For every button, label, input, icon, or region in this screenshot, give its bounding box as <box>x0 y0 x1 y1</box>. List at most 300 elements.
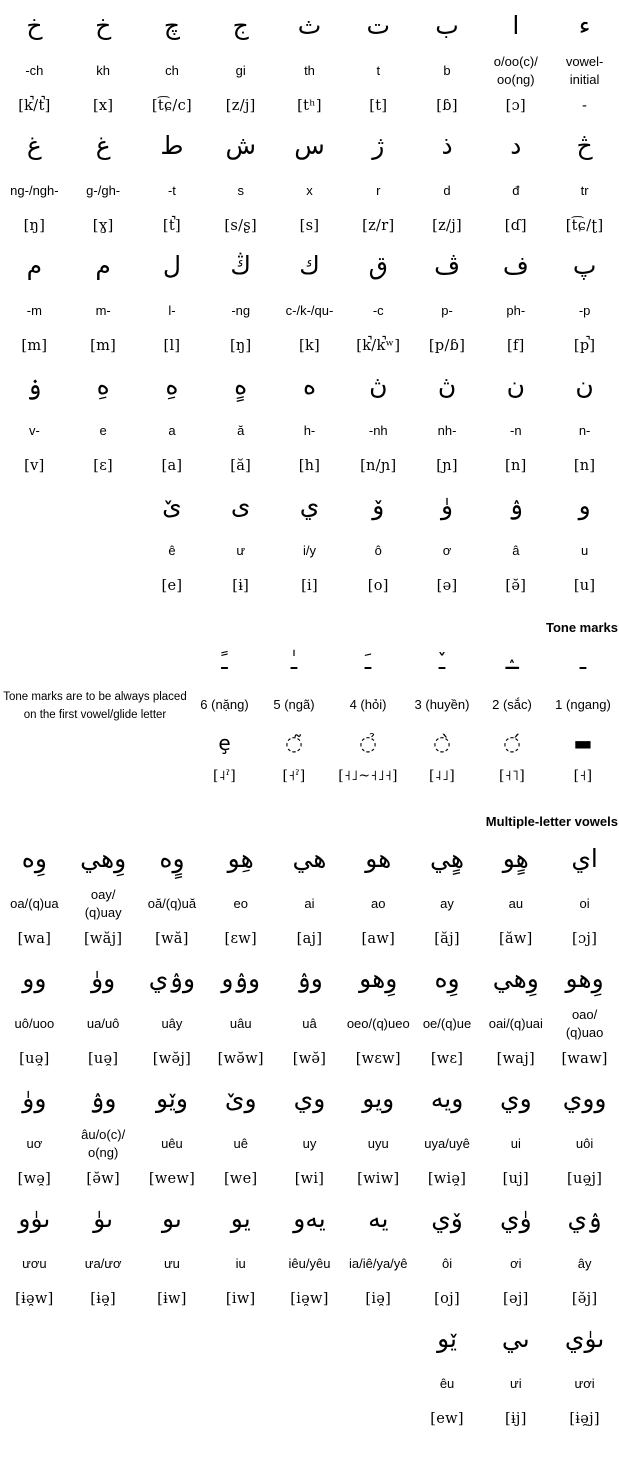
consonant-latin: c-/k-/qu- <box>285 303 334 319</box>
consonant-latin: s <box>237 183 244 199</box>
consonant-cell <box>138 360 207 480</box>
multi-vowel-arabic: ۈي <box>500 1203 532 1233</box>
multi-vowel-arabic: ىۈي <box>564 1323 605 1353</box>
multi-vowel-cell <box>206 1193 275 1313</box>
consonant-cell <box>275 360 344 480</box>
consonant-latin: ă <box>237 423 245 439</box>
multi-vowel-arabic: هو <box>365 843 392 873</box>
consonant-ipa: [p/ɓ] <box>428 338 466 354</box>
consonant-latin: p- <box>441 303 453 319</box>
consonant-arabic: ڭ <box>230 250 252 280</box>
multi-vowel-arabic: وۈ <box>91 963 116 993</box>
consonant-arabic: چ <box>163 10 180 40</box>
consonant-cell <box>413 0 482 120</box>
multi-vowel-latin: oai/(q)uai <box>488 1016 543 1032</box>
consonant-arabic: غ <box>26 130 42 160</box>
consonant-ipa: [l] <box>163 338 181 354</box>
multi-vowel-cell <box>275 1193 344 1313</box>
multi-vowel-ipa: [wə̆w] <box>217 1051 264 1067</box>
consonant-latin: â <box>512 543 520 559</box>
multi-vowel-cell <box>344 1193 413 1313</box>
multi-vowel-cell <box>206 833 275 953</box>
consonant-latin: ô <box>374 543 382 559</box>
consonant-cell <box>344 0 413 120</box>
tone-diacritic: ▬ <box>573 731 593 755</box>
multi-vowel-arabic: اي <box>571 843 598 873</box>
multi-vowel-ipa: [iə̯] <box>365 1291 392 1307</box>
multi-vowel-latin: oă/(q)uă <box>147 896 197 912</box>
multi-vowel-latin: iêu/yêu <box>288 1256 331 1272</box>
multi-vowel-arabic: هٍو <box>502 843 529 873</box>
consonant-latin: x <box>306 183 313 199</box>
multi-vowel-latin <box>33 1363 35 1405</box>
multi-vowel-ipa: [ə̆w] <box>86 1171 120 1187</box>
tone-mark: ـٛ <box>505 650 519 675</box>
multi-vowel-arabic: يه <box>368 1203 389 1233</box>
consonant-latin: -n <box>510 423 522 439</box>
multi-vowel-ipa: [iə̯w] <box>290 1291 329 1307</box>
tone-mark: ـٰ <box>290 650 298 675</box>
consonant-cell <box>138 120 207 240</box>
tone-ipa: [˨˩] <box>429 768 455 784</box>
multi-vowel-ipa: [ăw] <box>499 931 533 947</box>
consonant-latin: v- <box>28 423 40 439</box>
multi-vowel-cell <box>275 1073 344 1193</box>
tone-label: 1 (ngang) <box>555 697 611 713</box>
tone-diacritic: ȩ <box>218 731 231 755</box>
consonant-latin: nh- <box>437 423 457 439</box>
multi-vowel-latin: uy <box>302 1136 317 1152</box>
consonant-cell <box>206 480 275 600</box>
consonant-arabic: ڤ <box>434 250 460 280</box>
multi-vowel-latin: ui <box>510 1136 521 1152</box>
consonant-cell <box>413 240 482 360</box>
consonant-cell <box>413 360 482 480</box>
consonant-ipa: [z/r] <box>362 218 395 234</box>
multi-vowel-arabic: ىۈو <box>18 1203 51 1233</box>
consonant-ipa: [e] <box>161 578 183 594</box>
consonant-cell <box>69 120 138 240</box>
consonant-ipa: [ə] <box>436 578 458 594</box>
consonant-latin: kh <box>96 63 111 79</box>
multi-vowel-latin: ươu <box>22 1256 47 1272</box>
consonant-latin: vowel- initial <box>565 54 604 87</box>
multi-vowel-latin: ưu <box>163 1256 180 1272</box>
multi-vowel-cell <box>550 1073 619 1193</box>
consonant-latin: h- <box>303 423 316 439</box>
consonant-ipa: [m] <box>21 338 48 354</box>
consonant-ipa: [ŋ] <box>229 338 252 354</box>
tone-cell <box>329 643 407 793</box>
multi-vowel-arabic: يو <box>230 1203 251 1233</box>
consonant-cell <box>275 0 344 120</box>
consonant-latin: t <box>376 63 381 79</box>
consonant-latin: -ch <box>25 63 44 79</box>
multi-vowel-latin <box>102 1363 104 1405</box>
consonant-arabic: ڽ <box>437 370 457 400</box>
consonant-latin: u <box>580 543 589 559</box>
tone-mark: ـٚ <box>438 650 446 675</box>
consonant-arabic: ۉ <box>508 490 524 520</box>
consonant-arabic: ج <box>232 10 249 40</box>
consonant-arabic: ت <box>366 10 391 40</box>
tone-cell <box>407 643 477 793</box>
multi-vowel-ipa: [uə̯] <box>19 1051 50 1067</box>
multi-vowel-cell <box>550 833 619 953</box>
multi-vowel-ipa: [iw] <box>225 1291 256 1307</box>
multi-vowel-cell <box>344 1073 413 1193</box>
multi-vowel-cell <box>138 833 207 953</box>
consonant-ipa: [x] <box>92 98 114 114</box>
multi-vowel-latin: ưi <box>510 1376 522 1392</box>
multi-vowel-latin: uây <box>161 1016 183 1032</box>
consonant-cell <box>550 240 619 360</box>
multi-vowel-latin: uê <box>233 1136 248 1152</box>
consonant-cell <box>138 0 207 120</box>
consonant-cell <box>481 0 550 120</box>
consonant-arabic: ط <box>160 130 184 160</box>
consonant-cell <box>206 240 275 360</box>
consonant-ipa: [z/j] <box>432 218 462 234</box>
multi-vowel-cell <box>69 833 138 953</box>
consonant-latin: -c <box>372 303 384 319</box>
tone-ipa: [˨ˀ] <box>213 768 236 784</box>
multi-vowel-latin: eo <box>233 896 248 912</box>
consonant-arabic: ث <box>297 10 322 40</box>
consonant-latin: ch <box>165 63 179 79</box>
multi-vowel-latin: êu <box>439 1376 455 1392</box>
consonant-ipa: [n/ɲ] <box>360 458 397 474</box>
consonant-vowel-table <box>0 0 619 600</box>
tone-cell <box>477 643 547 793</box>
multi-vowel-cell <box>275 833 344 953</box>
consonant-latin: gi <box>235 63 246 79</box>
consonant-ipa: [o] <box>367 578 389 594</box>
consonant-latin: l- <box>168 303 176 319</box>
multi-vowel-arabic: ىو <box>162 1203 182 1233</box>
multi-vowel-latin: ao <box>371 896 386 912</box>
consonant-arabic: پ <box>572 250 597 280</box>
multi-vowel-cell <box>275 1313 344 1433</box>
consonant-ipa: [k] <box>298 338 320 354</box>
consonant-arabic: هٍ <box>234 370 248 400</box>
multi-vowel-ipa: [wă] <box>155 931 189 947</box>
consonant-ipa: [s/ʂ] <box>224 218 258 234</box>
consonant-ipa: [n] <box>505 458 527 474</box>
consonant-arabic: ا <box>512 10 520 40</box>
consonant-ipa: [ɣ] <box>92 218 114 234</box>
multi-vowel-cell <box>138 953 207 1073</box>
multi-vowel-arabic: وِهي <box>492 963 539 993</box>
tone-label: 3 (huyền) <box>414 697 470 713</box>
consonant-arabic: ف <box>502 250 529 280</box>
multi-vowel-cell <box>481 953 550 1073</box>
consonant-latin: tr <box>580 183 589 199</box>
consonant-latin: -t <box>167 183 176 199</box>
multi-vowel-cell <box>69 1193 138 1313</box>
multi-vowel-latin <box>240 1363 242 1405</box>
multi-vowel-arabic: هٍي <box>430 843 465 873</box>
multi-vowel-latin: oa/(q)ua <box>10 896 59 912</box>
consonant-cell <box>69 240 138 360</box>
consonant-latin: -p <box>578 303 591 319</box>
consonant-latin: ê <box>168 543 176 559</box>
consonant-arabic: ۈ <box>441 490 454 520</box>
multi-vowel-arabic: وي <box>293 1083 326 1113</box>
multi-vowel-cell <box>413 1073 482 1193</box>
multi-vowel-ipa: [ɨə̯w] <box>15 1291 54 1307</box>
multi-vowel-latin: ay <box>440 896 454 912</box>
consonant-ipa: [ɔ] <box>505 98 526 114</box>
consonant-cell <box>550 360 619 480</box>
consonant-ipa: [ɲ] <box>436 458 458 474</box>
consonant-ipa: [k̚/t̚] <box>18 98 51 114</box>
consonant-ipa: [k̚/k̚ʷ] <box>356 338 401 354</box>
multi-vowel-ipa: [wiw] <box>357 1171 400 1187</box>
consonant-arabic: ۆ <box>372 490 385 520</box>
multi-vowel-ipa: [ăj] <box>434 931 460 947</box>
multi-vowel-cell <box>69 1073 138 1193</box>
consonant-cell <box>550 120 619 240</box>
consonant-cell <box>206 0 275 120</box>
multi-vowel-cell <box>206 1073 275 1193</box>
multi-vowel-ipa: [aj] <box>296 931 323 947</box>
consonant-ipa: [t͡ɕ/c] <box>151 98 192 114</box>
multi-vowel-cell <box>344 833 413 953</box>
multi-vowel-ipa: [ɨw] <box>157 1291 187 1307</box>
tone-label: 4 (hỏi) <box>349 697 387 713</box>
multi-vowel-latin: oeo/(q)ueo <box>346 1016 410 1032</box>
multi-vowel-latin: uêu <box>161 1136 183 1152</box>
consonant-cell <box>138 240 207 360</box>
multi-vowel-arabic: هي <box>292 843 327 873</box>
consonant-arabic: م <box>95 250 111 280</box>
multi-vowel-arabic: وۉي <box>148 963 196 993</box>
consonant-ipa: [m] <box>90 338 117 354</box>
multi-vowel-arabic: وۉ <box>89 1083 117 1113</box>
multi-vowel-latin: uô/uoo <box>14 1016 55 1032</box>
consonant-ipa: [v] <box>24 458 45 474</box>
consonant-ipa: [ɓ] <box>436 98 458 114</box>
consonant-cell <box>69 0 138 120</box>
consonant-ipa: [u] <box>573 578 596 594</box>
consonant-cell <box>481 240 550 360</box>
consonant-arabic: ش <box>225 130 256 160</box>
consonant-ipa: [a] <box>161 458 183 474</box>
multi-vowel-arabic: وێ <box>224 1083 257 1113</box>
consonant-latin: g-/gh- <box>86 183 121 199</box>
consonant-arabic: ذ <box>441 130 453 160</box>
multi-vowel-latin: oao/ (q)uao <box>565 1007 604 1040</box>
consonant-cell <box>138 480 207 600</box>
multi-vowel-ipa: [waw] <box>561 1051 608 1067</box>
multi-vowel-latin: ia/iê/ya/yê <box>348 1256 408 1272</box>
multi-vowel-latin: ôi <box>441 1256 453 1272</box>
multi-vowel-latin: ai <box>304 896 315 912</box>
consonant-arabic: د <box>510 130 522 160</box>
consonant-cell <box>206 120 275 240</box>
consonant-ipa: [t] <box>369 98 388 114</box>
tone-label: 6 (nặng) <box>200 697 249 713</box>
consonant-arabic: ك <box>299 250 320 280</box>
consonant-ipa: [p̚] <box>573 338 596 354</box>
consonant-cell <box>413 120 482 240</box>
multi-vowel-cell <box>69 953 138 1073</box>
multi-vowel-cell <box>413 1313 482 1433</box>
multi-vowel-latin: au <box>508 896 524 912</box>
consonant-arabic: س <box>294 130 325 160</box>
multi-vowel-arabic: وي <box>500 1083 532 1113</box>
multi-vowel-cell <box>481 1193 550 1313</box>
multi-vowel-ipa: [wɛw] <box>355 1051 401 1067</box>
consonant-arabic: ژ <box>372 130 385 160</box>
multi-vowel-arabic: ىۈ <box>93 1203 114 1233</box>
multi-vowel-cell <box>344 1313 413 1433</box>
multi-vowel-latin: ơi <box>510 1256 522 1272</box>
consonant-latin: i/y <box>302 543 316 559</box>
consonant-cell <box>0 240 69 360</box>
multi-vowel-arabic: وٍه <box>159 843 185 873</box>
consonant-latin: d <box>443 183 451 199</box>
multi-vowel-ipa: [ew] <box>430 1411 464 1427</box>
multi-vowel-arabic: وِهي <box>80 843 127 873</box>
multi-vowel-cell <box>0 1313 69 1433</box>
consonant-cell <box>275 120 344 240</box>
multi-vowel-ipa: [ə̆j] <box>571 1291 598 1307</box>
multi-vowel-arabic: وێو <box>155 1083 188 1113</box>
tone-diacritic: ◌̀ <box>433 731 451 755</box>
consonant-arabic: ق <box>368 250 388 280</box>
multi-vowel-ipa: [aw] <box>361 931 396 947</box>
consonant-latin: ơ <box>442 543 452 559</box>
multi-vowel-latin: uyu <box>367 1136 389 1152</box>
multi-vowel-latin: uâu <box>229 1016 252 1032</box>
consonant-ipa: [z/j] <box>225 98 256 114</box>
tone-diacritic: ◌̉ <box>359 731 377 755</box>
multi-vowel-cell <box>550 953 619 1073</box>
consonant-cell <box>344 480 413 600</box>
tone-mark: ـ <box>579 650 587 675</box>
multi-vowel-ipa: [ɨj] <box>505 1411 527 1427</box>
consonant-ipa: [tʰ] <box>297 98 322 114</box>
consonant-cell <box>69 480 138 600</box>
multi-vowel-latin: ua/uô <box>86 1016 120 1032</box>
consonant-latin: o/oo(c)/ oo(ng) <box>493 54 538 87</box>
consonant-latin: ph- <box>506 303 526 319</box>
consonant-latin: n- <box>578 423 591 439</box>
consonant-ipa: [ɗ] <box>504 218 527 234</box>
consonant-cell <box>344 240 413 360</box>
multi-vowel-cell <box>138 1193 207 1313</box>
multi-vowel-cell <box>413 1193 482 1313</box>
consonant-latin: b <box>443 63 451 79</box>
multi-vowel-latin: iu <box>235 1256 246 1272</box>
tone-ipa: [˧ˀ] <box>282 768 306 784</box>
consonant-cell <box>481 120 550 240</box>
multi-vowel-cell <box>413 953 482 1073</box>
multi-vowel-latin: ưa/ươ <box>84 1256 122 1272</box>
multi-vowel-ipa: [oj] <box>434 1291 460 1307</box>
multi-vowel-arabic: ىي <box>501 1323 530 1353</box>
multi-vowel-latin: uâ <box>302 1016 317 1032</box>
multi-vowel-arabic: ويو <box>362 1083 395 1113</box>
consonant-ipa: [n] <box>573 458 596 474</box>
multi-vowel-arabic: وۉ <box>296 963 323 993</box>
consonant-cell <box>550 480 619 600</box>
consonant-cell <box>413 480 482 600</box>
multi-vowel-cell <box>0 833 69 953</box>
consonant-arabic: ڽ <box>369 370 388 400</box>
multi-vowel-cell <box>69 1313 138 1433</box>
multi-vowel-arabic: وۉو <box>221 963 261 993</box>
tone-marks-heading: Tone marks <box>545 620 618 635</box>
multi-vowel-ipa: [wɛ] <box>430 1051 464 1067</box>
consonant-ipa: [ɨ] <box>232 578 250 594</box>
multi-vowel-latin: uya/uyê <box>424 1136 470 1152</box>
multi-vowel-arabic: هِو <box>227 843 254 873</box>
consonant-arabic: هِ <box>165 370 179 400</box>
tone-cell <box>547 643 619 793</box>
consonant-ipa: [ɛ] <box>93 458 114 474</box>
consonant-latin: -nh <box>368 423 388 439</box>
consonant-latin: ng-/ngh- <box>10 183 59 199</box>
multi-vowel-ipa: [wew] <box>148 1171 196 1187</box>
consonant-cell <box>206 360 275 480</box>
consonant-latin: e <box>99 423 107 439</box>
consonant-cell <box>344 120 413 240</box>
tone-mark: ـَ <box>364 650 372 675</box>
tone-diacritic: ◌́ <box>503 731 521 755</box>
multi-vowel-cell <box>481 1073 550 1193</box>
consonant-cell <box>275 480 344 600</box>
tone-marks-note: Tone marks are to be always placed on the first vowel/glide letter <box>3 691 187 722</box>
consonant-latin: m- <box>95 303 111 319</box>
consonant-arabic: غ <box>95 130 111 160</box>
consonant-latin: đ <box>512 183 520 199</box>
multi-vowel-cell <box>481 1313 550 1433</box>
multi-vowel-ipa: [uə̯] <box>87 1051 119 1067</box>
multi-vowel-arabic: وِهو <box>565 963 604 993</box>
multi-vowel-latin: oi <box>579 896 590 912</box>
multi-vowel-cell <box>138 1073 207 1193</box>
multi-vowel-latin <box>171 1363 173 1405</box>
consonant-latin: a <box>168 423 176 439</box>
consonant-latin: th <box>304 63 315 79</box>
multi-vowel-arabic: وِهو <box>359 963 398 993</box>
multi-vowel-cell <box>275 953 344 1073</box>
multi-vowel-ipa: [wi] <box>294 1171 325 1187</box>
tone-ipa: [˧] <box>573 768 593 784</box>
multi-vowel-cell <box>0 1073 69 1193</box>
multi-vowel-arabic: وو <box>22 963 47 993</box>
consonant-arabic: خ <box>95 10 112 40</box>
multi-vowel-cell <box>0 953 69 1073</box>
multi-vowel-latin <box>377 1363 379 1405</box>
tone-ipa: [˧˩~˧˩˧] <box>338 768 398 784</box>
consonant-cell <box>481 360 550 480</box>
consonant-arabic: ب <box>435 10 459 40</box>
consonant-cell <box>344 360 413 480</box>
multi-vowel-latin: âu/o(c)/ o(ng) <box>81 1127 126 1160</box>
multi-vowel-latin: oe/(q)ue <box>422 1016 472 1032</box>
consonant-arabic: ۏ <box>27 370 42 400</box>
multi-vowel-ipa: [wa] <box>17 931 52 947</box>
multi-vowel-cell <box>550 1313 619 1433</box>
consonant-cell <box>481 480 550 600</box>
multi-vowel-table <box>0 833 619 1433</box>
consonant-arabic: ێ <box>162 490 182 520</box>
tone-label: 5 (ngã) <box>273 697 315 713</box>
